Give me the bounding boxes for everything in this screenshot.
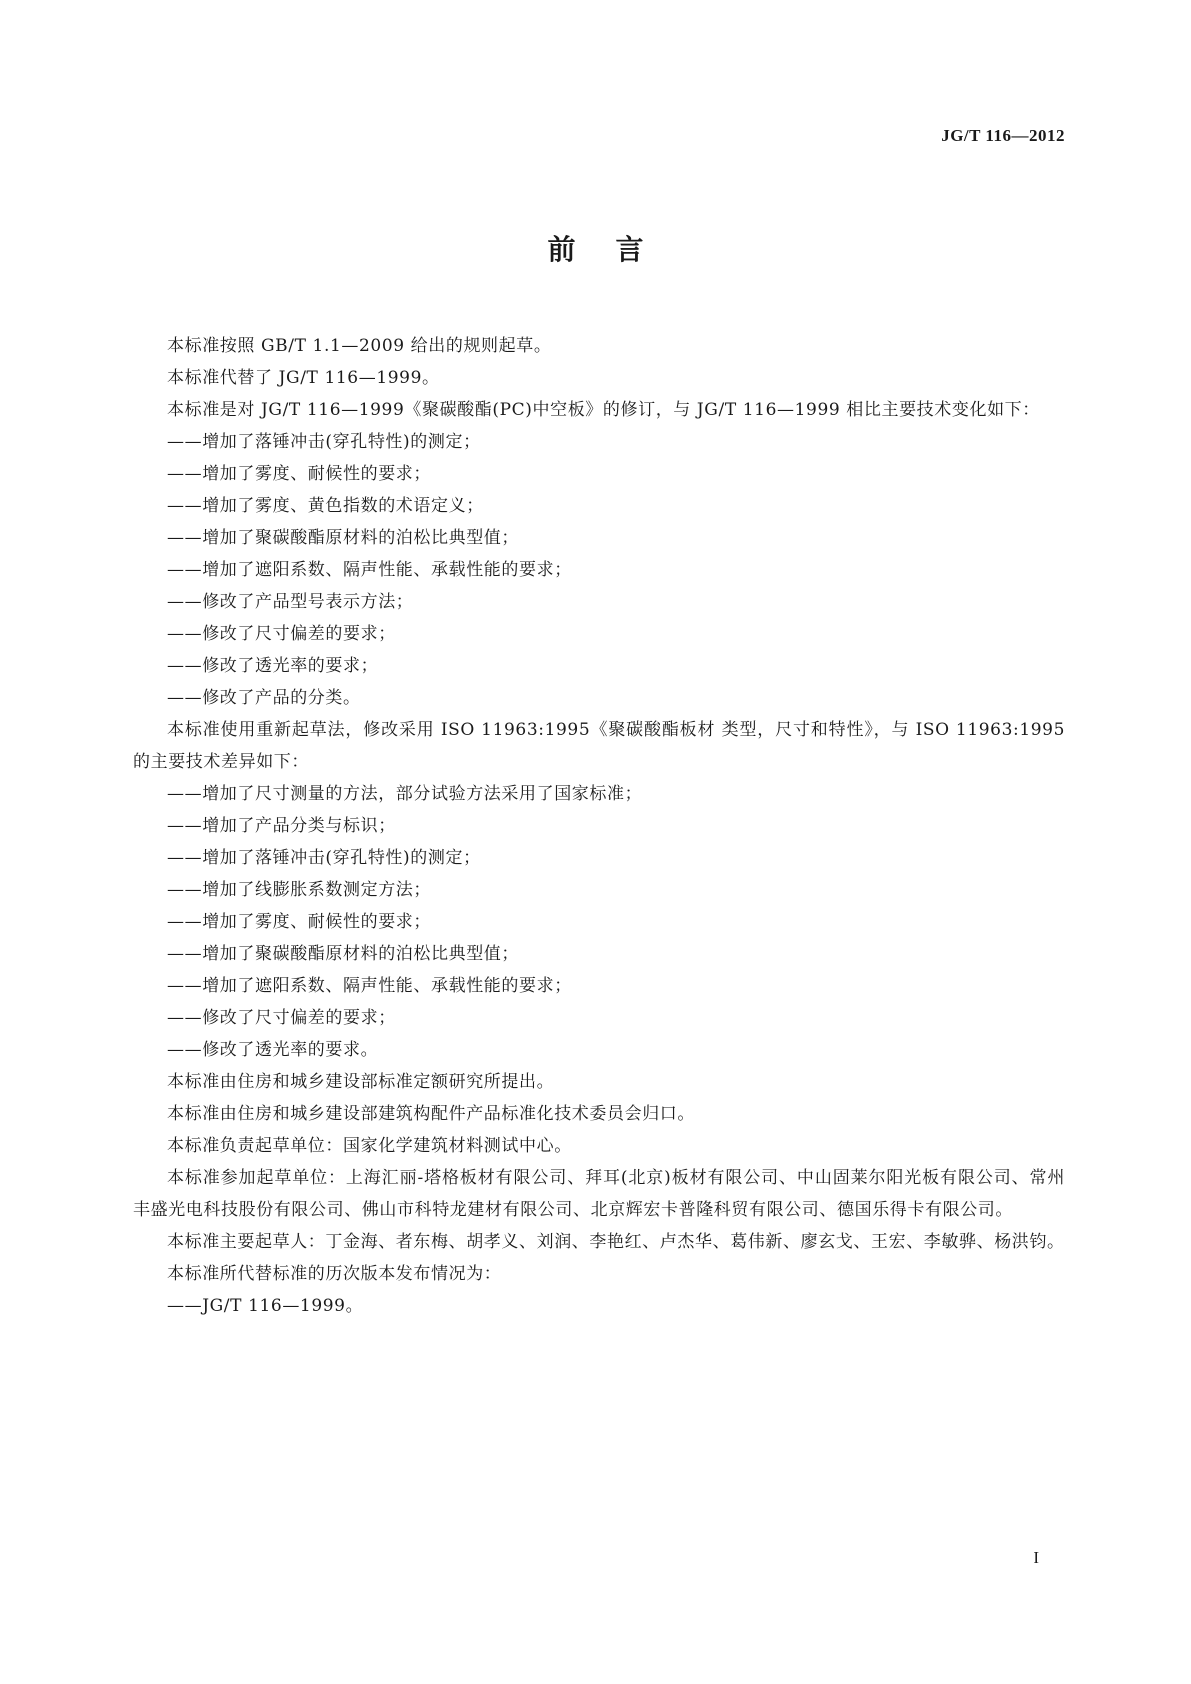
paragraph: 本标准按照 GB/T 1.1—2009 给出的规则起草。: [167, 336, 552, 356]
page-number: I: [1033, 1548, 1039, 1567]
paragraph: 本标准所代替标准的历次版本发布情况为：: [167, 1264, 502, 1284]
list-item: ——修改了尺寸偏差的要求；: [167, 1008, 396, 1028]
history-list: [133, 1290, 1065, 1322]
paragraph: 本标准由住房和城乡建设部建筑构配件产品标准化技术委员会归口。: [167, 1104, 695, 1124]
list-item: ——修改了产品的分类。: [167, 688, 361, 708]
list-item: ——JG/T 116—1999。: [167, 1296, 364, 1316]
paragraph: 本标准是对 JG/T 116—1999《聚碳酸酯(PC)中空板》的修订，与 JG/T 116—1999 相比主要技术变化如下：: [167, 400, 1040, 420]
changes-list-1999: [133, 426, 1065, 714]
list-item: ——增加了聚碳酸酯原材料的泊松比典型值；: [167, 944, 519, 964]
list-item: ——增加了落锤冲击(穿孔特性)的测定；: [167, 432, 481, 452]
list-item: ——增加了遮阳系数、隔声性能、承载性能的要求；: [167, 560, 572, 580]
list-item: ——修改了透光率的要求；: [167, 656, 379, 676]
list-item: ——修改了透光率的要求。: [167, 1040, 379, 1060]
paragraph: 本标准参加起草单位：上海汇丽-塔格板材有限公司、拜耳(北京)板材有限公司、中山固莱尔阳光板有限公司、常州丰盛光电科技股份有限公司、佛山市科特龙建材有限公司、北京辉宏卡普隆科贸有限公司、德国乐得卡有限公司。: [133, 1168, 1065, 1220]
paragraph: 本标准主要起草人：丁金海、者东梅、胡孝义、刘润、李艳红、卢杰华、葛伟新、廖玄戈、王宏、李敏骅、杨洪钧。: [167, 1232, 1065, 1252]
list-item: ——增加了落锤冲击(穿孔特性)的测定；: [167, 848, 481, 868]
list-item: ——增加了尺寸测量的方法，部分试验方法采用了国家标准；: [167, 784, 643, 804]
paragraph: 本标准代替了 JG/T 116—1999。: [167, 368, 440, 388]
page-title: 前言: [547, 233, 684, 266]
changes-list-iso: [133, 778, 1065, 1066]
paragraph: 本标准使用重新起草法，修改采用 ISO 11963:1995《聚碳酸酯板材 类型，尺寸和特性》，与 ISO 11963:1995 的主要技术差异如下：: [133, 720, 1065, 772]
list-item: ——增加了雾度、耐候性的要求；: [167, 912, 431, 932]
list-item: ——增加了线膨胀系数测定方法；: [167, 880, 431, 900]
list-item: ——修改了产品型号表示方法；: [167, 592, 414, 612]
list-item: ——增加了遮阳系数、隔声性能、承载性能的要求；: [167, 976, 572, 996]
list-item: ——增加了聚碳酸酯原材料的泊松比典型值；: [167, 528, 519, 548]
paragraph: 本标准由住房和城乡建设部标准定额研究所提出。: [167, 1072, 555, 1092]
list-item: ——增加了雾度、黄色指数的术语定义；: [167, 496, 484, 516]
paragraph: 本标准负责起草单位：国家化学建筑材料测试中心。: [167, 1136, 572, 1156]
list-item: ——增加了产品分类与标识；: [167, 816, 396, 836]
list-item: ——修改了尺寸偏差的要求；: [167, 624, 396, 644]
foreword-body: [133, 330, 1065, 1322]
standard-code: JG/T 116—2012: [941, 126, 1065, 145]
list-item: ——增加了雾度、耐候性的要求；: [167, 464, 431, 484]
